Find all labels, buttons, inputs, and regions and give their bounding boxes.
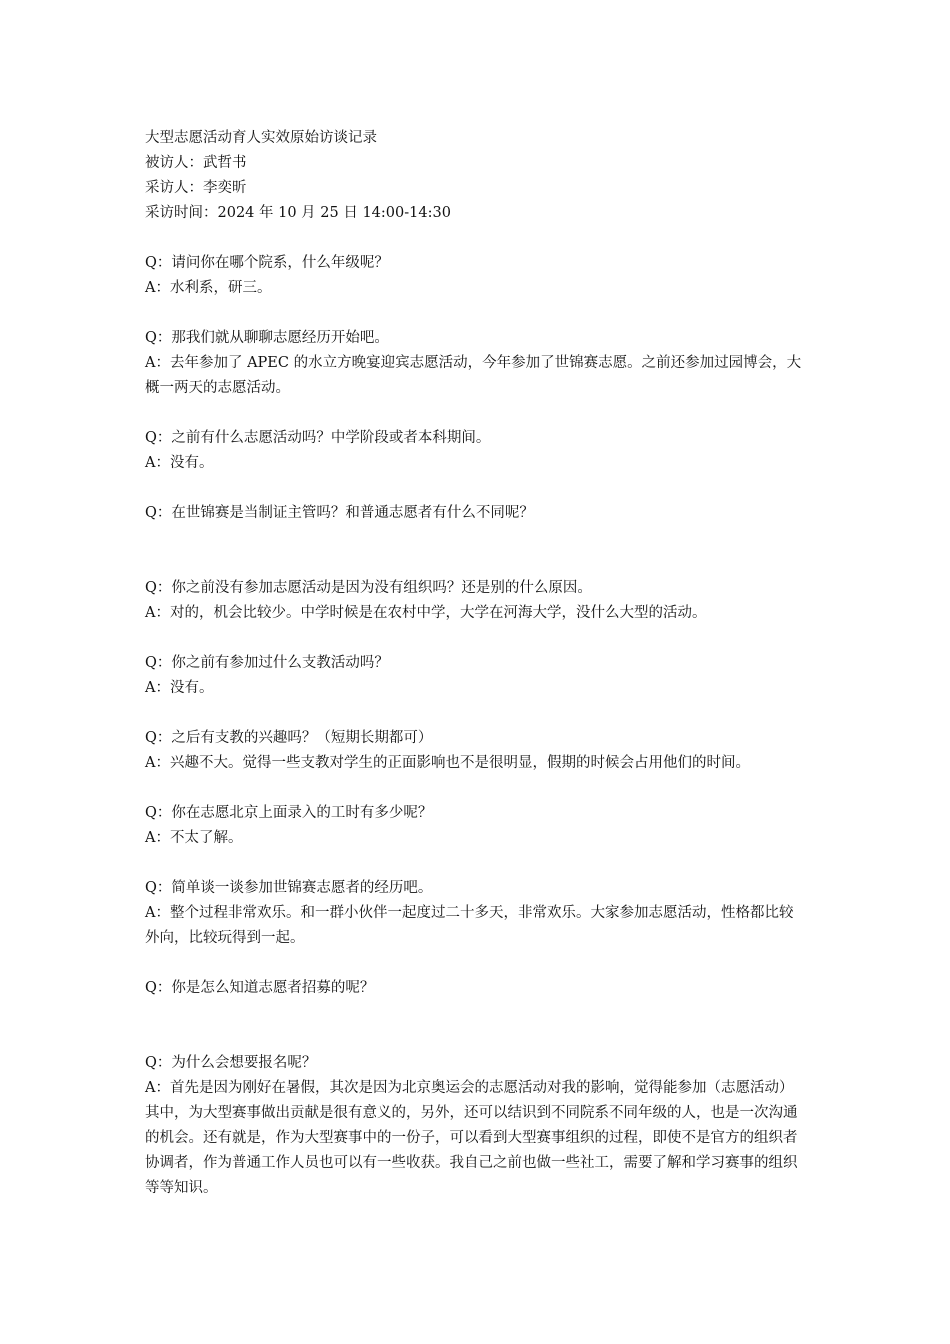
answer: A：首先是因为刚好在暑假，其次是因为北京奥运会的志愿活动对我的影响，觉得能参加（志愿活动）其中，为大型赛事做出贡献是很有意义的，另外，还可以结识到不同院系不同年级的人，也是一次沟通的机会。还有就是，作为大型赛事中的一份子，可以看到大型赛事组织的过程，即使不是官方的组织者协调者，作为普通工作人员也可以有一些收获。我自己之前也做一些社工，需要了解和学习赛事的组织等等知识。 (145, 1080, 798, 1196)
interviewee-line: 被访人：武哲书 (145, 155, 247, 171)
answer: A：整个过程非常欢乐。和一群小伙伴一起度过二十多天，非常欢乐。大家参加志愿活动，性格都比较外向，比较玩得到一起。 (145, 905, 794, 946)
question: Q：你之前没有参加志愿活动是因为没有组织吗？还是别的什么原因。 (145, 580, 592, 596)
qa-item-11 (145, 1051, 807, 1201)
answer: A：不太了解。 (145, 830, 243, 846)
document-header (145, 126, 807, 226)
answer: A：没有。 (145, 680, 214, 696)
question: Q：在世锦赛是当制证主管吗？和普通志愿者有什么不同呢？ (145, 505, 534, 521)
qa-item-2 (145, 326, 807, 401)
question: Q：你之前有参加过什么支教活动吗？ (145, 655, 389, 671)
qa-item-10 (145, 976, 807, 1001)
question: Q：之后有支教的兴趣吗？（短期长期都可） (145, 730, 433, 746)
qa-item-8 (145, 801, 807, 851)
interview-document (145, 126, 807, 1201)
document-title: 大型志愿活动育人实效原始访谈记录 (145, 130, 377, 146)
question: Q：那我们就从聊聊志愿经历开始吧。 (145, 330, 389, 346)
interview-time-line: 采访时间：2024 年 10 月 25 日 14:00-14:30 (145, 205, 451, 221)
answer: A：去年参加了 APEC 的水立方晚宴迎宾志愿活动，今年参加了世锦赛志愿。之前还参加过园博会，大概一两天的志愿活动。 (145, 355, 802, 396)
question: Q：简单谈一谈参加世锦赛志愿者的经历吧。 (145, 880, 433, 896)
interviewer-line: 采访人：李奕昕 (145, 180, 247, 196)
qa-item-4 (145, 501, 807, 526)
answer: A：没有。 (145, 455, 214, 471)
qa-item-5 (145, 576, 807, 626)
answer: A：水利系，研三。 (145, 280, 272, 296)
qa-item-1 (145, 251, 807, 301)
answer: A：兴趣不大。觉得一些支教对学生的正面影响也不是很明显，假期的时候会占用他们的时间。 (145, 755, 750, 771)
question: Q：你在志愿北京上面录入的工时有多少呢？ (145, 805, 433, 821)
qa-item-3 (145, 426, 807, 476)
question: Q：你是怎么知道志愿者招募的呢？ (145, 980, 375, 996)
qa-item-7 (145, 726, 807, 776)
question: Q：之前有什么志愿活动吗？中学阶段或者本科期间。 (145, 430, 491, 446)
question: Q：请问你在哪个院系，什么年级呢？ (145, 255, 389, 271)
question: Q：为什么会想要报名呢？ (145, 1055, 317, 1071)
answer: A：对的，机会比较少。中学时候是在农村中学，大学在河海大学，没什么大型的活动。 (145, 605, 707, 621)
qa-item-9 (145, 876, 807, 951)
qa-item-6 (145, 651, 807, 701)
